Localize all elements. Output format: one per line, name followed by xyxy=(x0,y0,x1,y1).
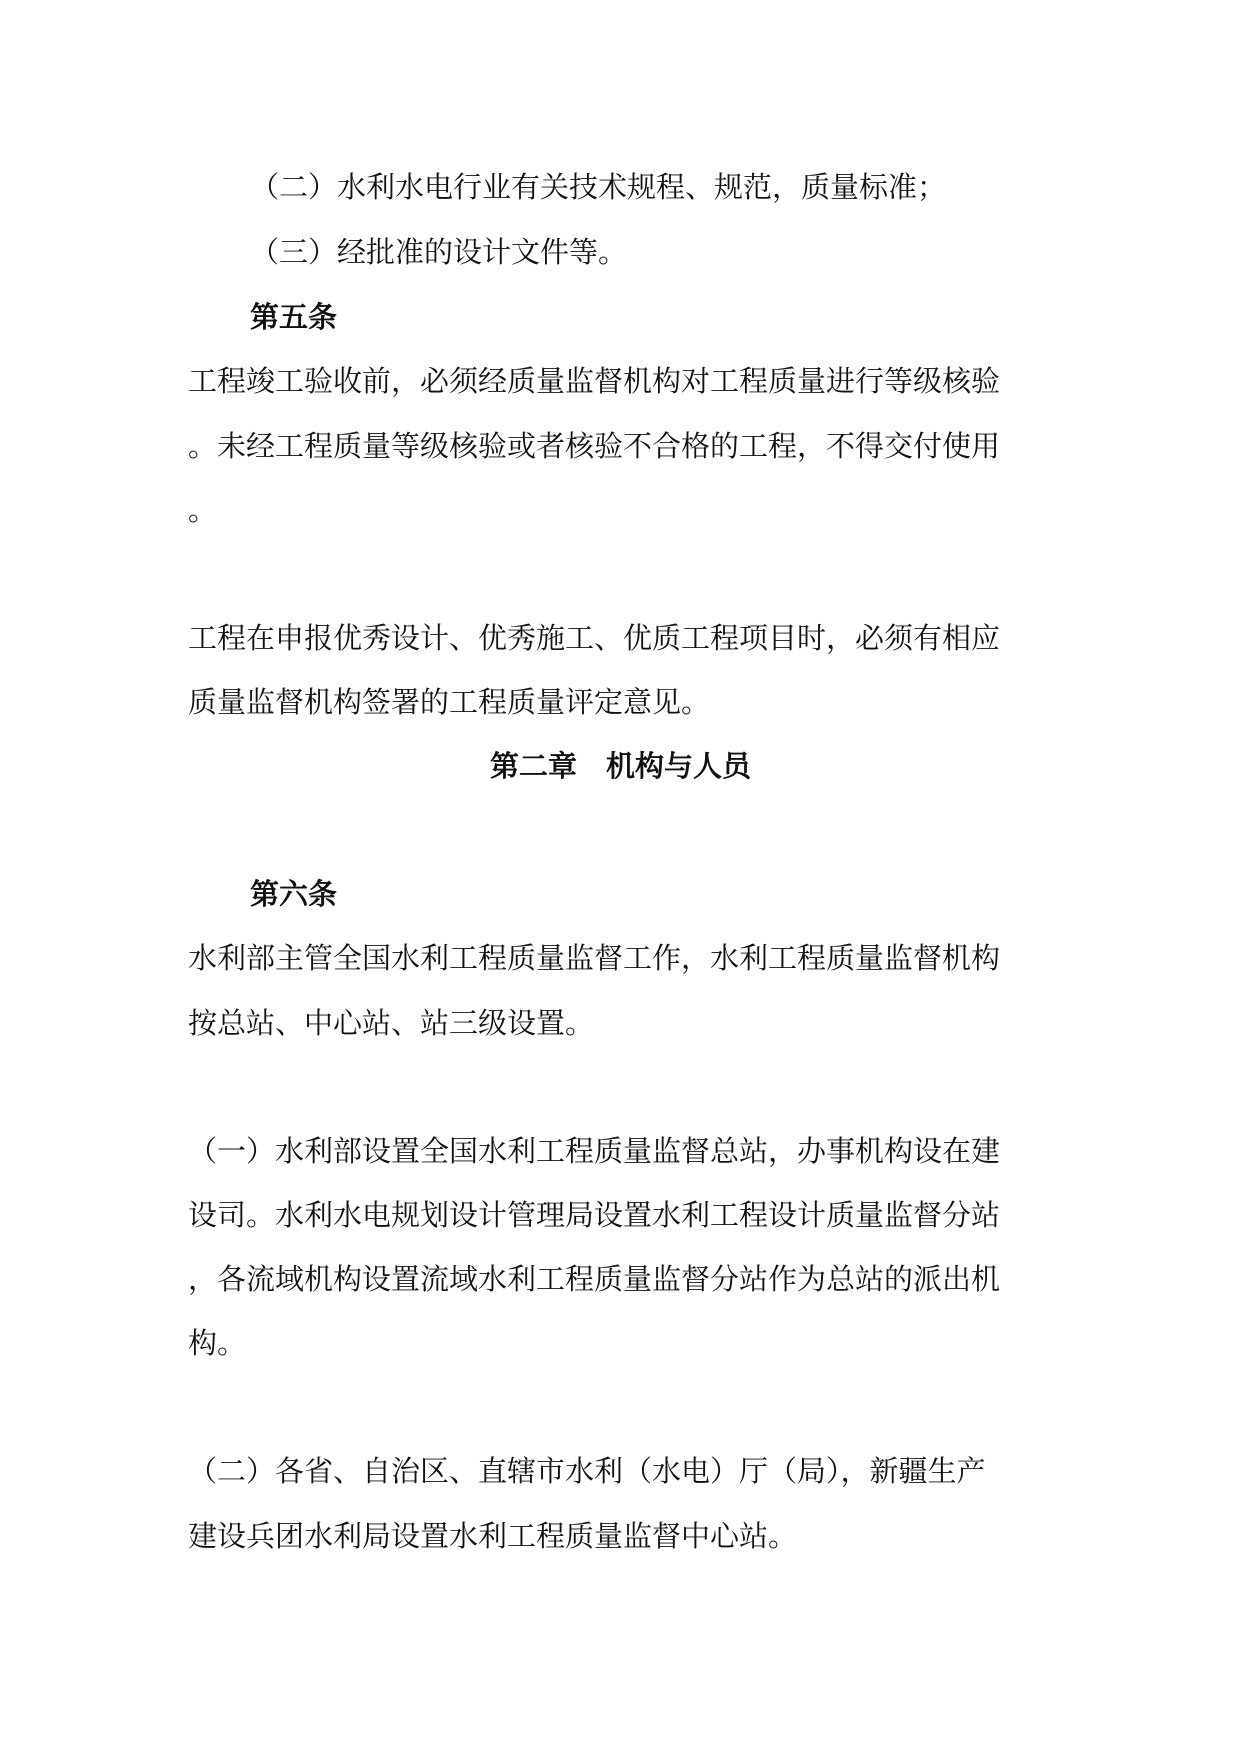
article-6-paragraph-1-line-2: 按总站、中心站、站三级设置。 xyxy=(188,1006,595,1040)
article-5-paragraph-1-line-3: 。 xyxy=(188,493,218,527)
article-6-item-1-line-2: 设司。水利水电规划设计管理局设置水利工程设计质量监督分站 xyxy=(188,1198,1001,1232)
article-6-item-2-line-2: 建设兵团水利局设置水利工程质量监督中心站。 xyxy=(188,1519,798,1553)
article-5-paragraph-2-line-1: 工程在申报优秀设计、优秀施工、优质工程项目时，必须有相应 xyxy=(188,621,1001,655)
article-6-item-2-line-1: （二）各省、自治区、直辖市水利（水电）厅（局），新疆生产 xyxy=(188,1454,986,1488)
article-6-item-1-line-3: ，各流域机构设置流域水利工程质量监督分站作为总站的派出机 xyxy=(188,1262,1001,1296)
basis-item-2: （二）水利水电行业有关技术规程、规范，质量标准； xyxy=(250,170,947,204)
article-6-item-1-line-4: 构。 xyxy=(188,1326,247,1360)
article-5-paragraph-1-line-1: 工程竣工验收前，必须经质量监督机构对工程质量进行等级核验 xyxy=(188,364,1001,398)
basis-item-3: （三）经批准的设计文件等。 xyxy=(250,235,628,269)
article-6-heading: 第六条 xyxy=(250,877,338,911)
article-6-item-1-line-1: （一）水利部设置全国水利工程质量监督总站，办事机构设在建 xyxy=(188,1134,1001,1168)
article-5-paragraph-1-line-2: 。未经工程质量等级核验或者核验不合格的工程，不得交付使用 xyxy=(188,429,1001,463)
article-5-heading: 第五条 xyxy=(250,300,338,334)
chapter-2-title: 第二章 机构与人员 xyxy=(489,749,751,783)
article-6-paragraph-1-line-1: 水利部主管全国水利工程质量监督工作，水利工程质量监督机构 xyxy=(188,941,1001,975)
article-5-paragraph-2-line-2: 质量监督机构签署的工程质量评定意见。 xyxy=(188,685,711,719)
